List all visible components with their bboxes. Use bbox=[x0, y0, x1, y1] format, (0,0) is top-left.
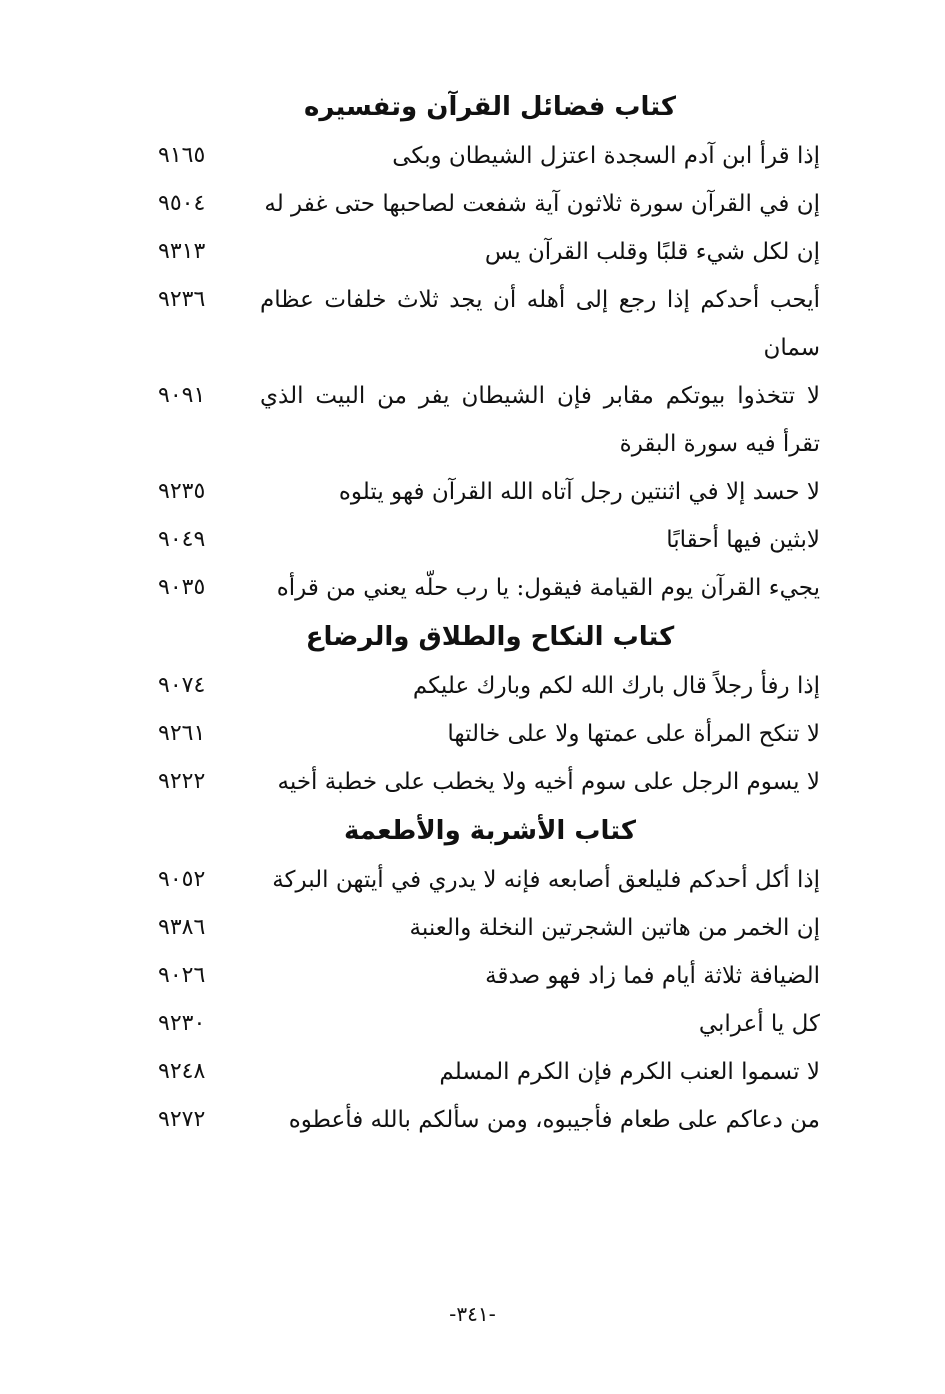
hadith-number: ٩٢٣٦ bbox=[158, 287, 206, 312]
hadith-text: لا يسوم الرجل على سوم أخيه ولا يخطب على خطبة أخيه bbox=[277, 769, 820, 795]
index-entry bbox=[150, 372, 830, 468]
hadith-text: إن الخمر من هاتين الشجرتين النخلة والعنبة bbox=[409, 915, 820, 941]
hadith-number: ٩١٦٥ bbox=[158, 143, 206, 168]
index-entry bbox=[150, 758, 830, 806]
hadith-text: الضيافة ثلاثة أيام فما زاد فهو صدقة bbox=[485, 963, 820, 989]
index-entry bbox=[150, 1000, 830, 1048]
hadith-number: ٩٠٩١ bbox=[158, 383, 206, 408]
index-entry bbox=[150, 904, 830, 952]
hadith-text: لا تسموا العنب الكرم فإن الكرم المسلم bbox=[439, 1059, 820, 1085]
hadith-number: ٩٢٤٨ bbox=[158, 1059, 206, 1084]
hadith-text: إذا قرأ ابن آدم السجدة اعتزل الشيطان وبكى bbox=[392, 143, 820, 169]
hadith-number: ٩٥٠٤ bbox=[158, 191, 206, 216]
hadith-number: ٩٠٢٦ bbox=[158, 963, 206, 988]
hadith-text: من دعاكم على طعام فأجيبوه، ومن سألكم بالله فأعطوه bbox=[288, 1107, 820, 1133]
hadith-number: ٩٠٧٤ bbox=[158, 673, 206, 698]
index-entry bbox=[150, 952, 830, 1000]
page-number: -٣٤١- bbox=[449, 1302, 496, 1326]
index-entry bbox=[150, 662, 830, 710]
hadith-number: ٩٠٥٢ bbox=[158, 867, 206, 892]
index-entry bbox=[150, 228, 830, 276]
hadith-text: لا تتخذوا بيوتكم مقابر فإن الشيطان يفر من البيت الذي تقرأ فيه سورة البقرة bbox=[260, 383, 820, 457]
hadith-text: يجيء القرآن يوم القيامة فيقول: يا رب حلّه يعني من قرأه bbox=[276, 575, 820, 601]
hadith-text: كل يا أعرابي bbox=[698, 1011, 820, 1037]
section-heading: كتاب الأشربة والأطعمة bbox=[343, 816, 637, 846]
index-entry bbox=[150, 516, 830, 564]
index-entry bbox=[150, 276, 830, 372]
hadith-text: لا تنكح المرأة على عمتها ولا على خالتها bbox=[447, 721, 820, 747]
hadith-text: إذا رفأ رجلاً قال بارك الله لكم وبارك عليكم bbox=[412, 673, 820, 699]
section-heading: كتاب النكاح والطلاق والرضاع bbox=[305, 622, 675, 652]
hadith-text: لا حسد إلا في اثنتين رجل آتاه الله القرآن فهو يتلوه bbox=[338, 479, 820, 505]
index-entry bbox=[150, 710, 830, 758]
index-entry bbox=[150, 1096, 830, 1144]
hadith-number: ٩٣٨٦ bbox=[158, 915, 206, 940]
hadith-number: ٩٢٢٢ bbox=[158, 769, 206, 794]
hadith-number: ٩٠٤٩ bbox=[158, 527, 206, 552]
section-heading: كتاب فضائل القرآن وتفسيره bbox=[303, 92, 677, 122]
hadith-number: ٩٢٧٢ bbox=[158, 1107, 206, 1132]
hadith-text: إذا أكل أحدكم فليلعق أصابعه فإنه لا يدري في أيتهن البركة bbox=[272, 867, 820, 893]
index-entry bbox=[150, 468, 830, 516]
hadith-number: ٩٣١٣ bbox=[158, 239, 206, 264]
index-entry bbox=[150, 132, 830, 180]
hadith-text: لابثين فيها أحقابًا bbox=[666, 527, 820, 553]
index-entry bbox=[150, 564, 830, 612]
hadith-number: ٩٢٦١ bbox=[158, 721, 206, 746]
hadith-text: أيحب أحدكم إذا رجع إلى أهله أن يجد ثلاث خلفات عظام سمان bbox=[260, 287, 820, 361]
index-content bbox=[150, 82, 830, 1144]
index-entry bbox=[150, 1048, 830, 1096]
hadith-text: إن لكل شيء قلبًا وقلب القرآن يس bbox=[484, 239, 820, 265]
hadith-text: إن في القرآن سورة ثلاثون آية شفعت لصاحبها حتى غفر له bbox=[264, 191, 820, 217]
index-entry bbox=[150, 180, 830, 228]
hadith-number: ٩٢٣٥ bbox=[158, 479, 206, 504]
index-entry bbox=[150, 856, 830, 904]
hadith-number: ٩٠٣٥ bbox=[158, 575, 206, 600]
hadith-number: ٩٢٣٠ bbox=[158, 1011, 206, 1036]
